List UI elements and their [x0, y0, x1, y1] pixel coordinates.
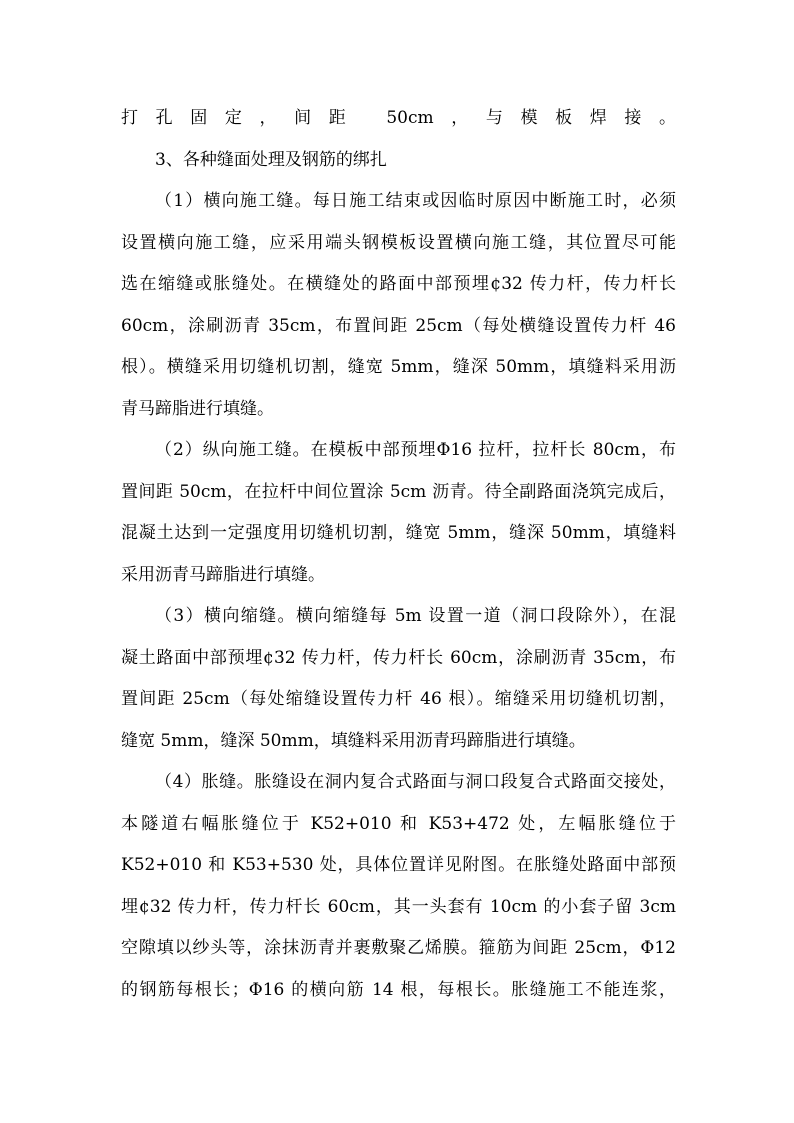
paragraph-line: 根）。横缝采用切缝机切割，缝宽 5mm，缝深 50mm，填缝料采用沥	[121, 357, 676, 377]
paragraph-line: 60cm，涂刷沥青 35cm，布置间距 25cm（每处横缝设置传力杆 46	[121, 316, 676, 336]
paragraph-line: 置间距 25cm（每处缩缝设置传力杆 46 根）。缩缝采用切缝机切割，	[121, 689, 676, 709]
paragraph-line: 青马蹄脂进行填缝。	[121, 399, 274, 419]
paragraph-line: 采用沥青马蹄脂进行填缝。	[121, 565, 325, 585]
paragraph-line: （3）横向缩缝。横向缩缝每 5m 设置一道（洞口段除外），在混	[155, 606, 676, 626]
paragraph-line: （1）横向施工缝。每日施工结束或因临时原因中断施工时，必须	[155, 191, 676, 211]
paragraph-line: （2）纵向施工缝。在模板中部预埋Φ16 拉杆，拉杆长 80cm，布	[155, 440, 676, 460]
paragraph-line: 本隧道右幅胀缝位于 K52+010 和 K53+472 处，左幅胀缝位于	[121, 814, 676, 834]
paragraph-line: 凝土路面中部预埋¢32 传力杆，传力杆长 60cm，涂刷沥青 35cm，布	[121, 648, 676, 668]
paragraph-line: 打孔固定，间距 50cm，与模板焊接。	[121, 108, 676, 128]
paragraph-line: 混凝土达到一定强度用切缝机切割，缝宽 5mm，缝深 50mm，填缝料	[121, 523, 676, 543]
paragraph-line: K52+010 和 K53+530 处，具体位置详见附图。在胀缝处路面中部预	[121, 855, 676, 875]
paragraph-line: 缝宽 5mm，缝深 50mm，填缝料采用沥青玛蹄脂进行填缝。	[121, 731, 586, 751]
paragraph-line: 选在缩缝或胀缝处。在横缝处的路面中部预埋¢32 传力杆，传力杆长	[121, 274, 676, 294]
paragraph-line: 的钢筋每根长；Φ16 的横向筋 14 根，每根长。胀缝施工不能连浆，	[121, 980, 676, 1000]
paragraph-line: 空隙填以纱头等，涂抹沥青并裹敷聚乙烯膜。箍筋为间距 25cm，Φ12	[121, 938, 676, 958]
section-heading: 3、各种缝面处理及钢筋的绑扎	[155, 150, 387, 170]
paragraph-line: 置间距 50cm，在拉杆中间位置涂 5cm 沥青。待全副路面浇筑完成后，	[121, 482, 676, 502]
paragraph-line: 设置横向施工缝，应采用端头钢模板设置横向施工缝，其位置尽可能	[121, 233, 676, 253]
paragraph-line: 埋¢32 传力杆，传力杆长 60cm，其一头套有 10cm 的小套子留 3cm	[121, 897, 676, 917]
paragraph-line: （4）胀缝。胀缝设在洞内复合式路面与洞口段复合式路面交接处，	[155, 772, 676, 792]
